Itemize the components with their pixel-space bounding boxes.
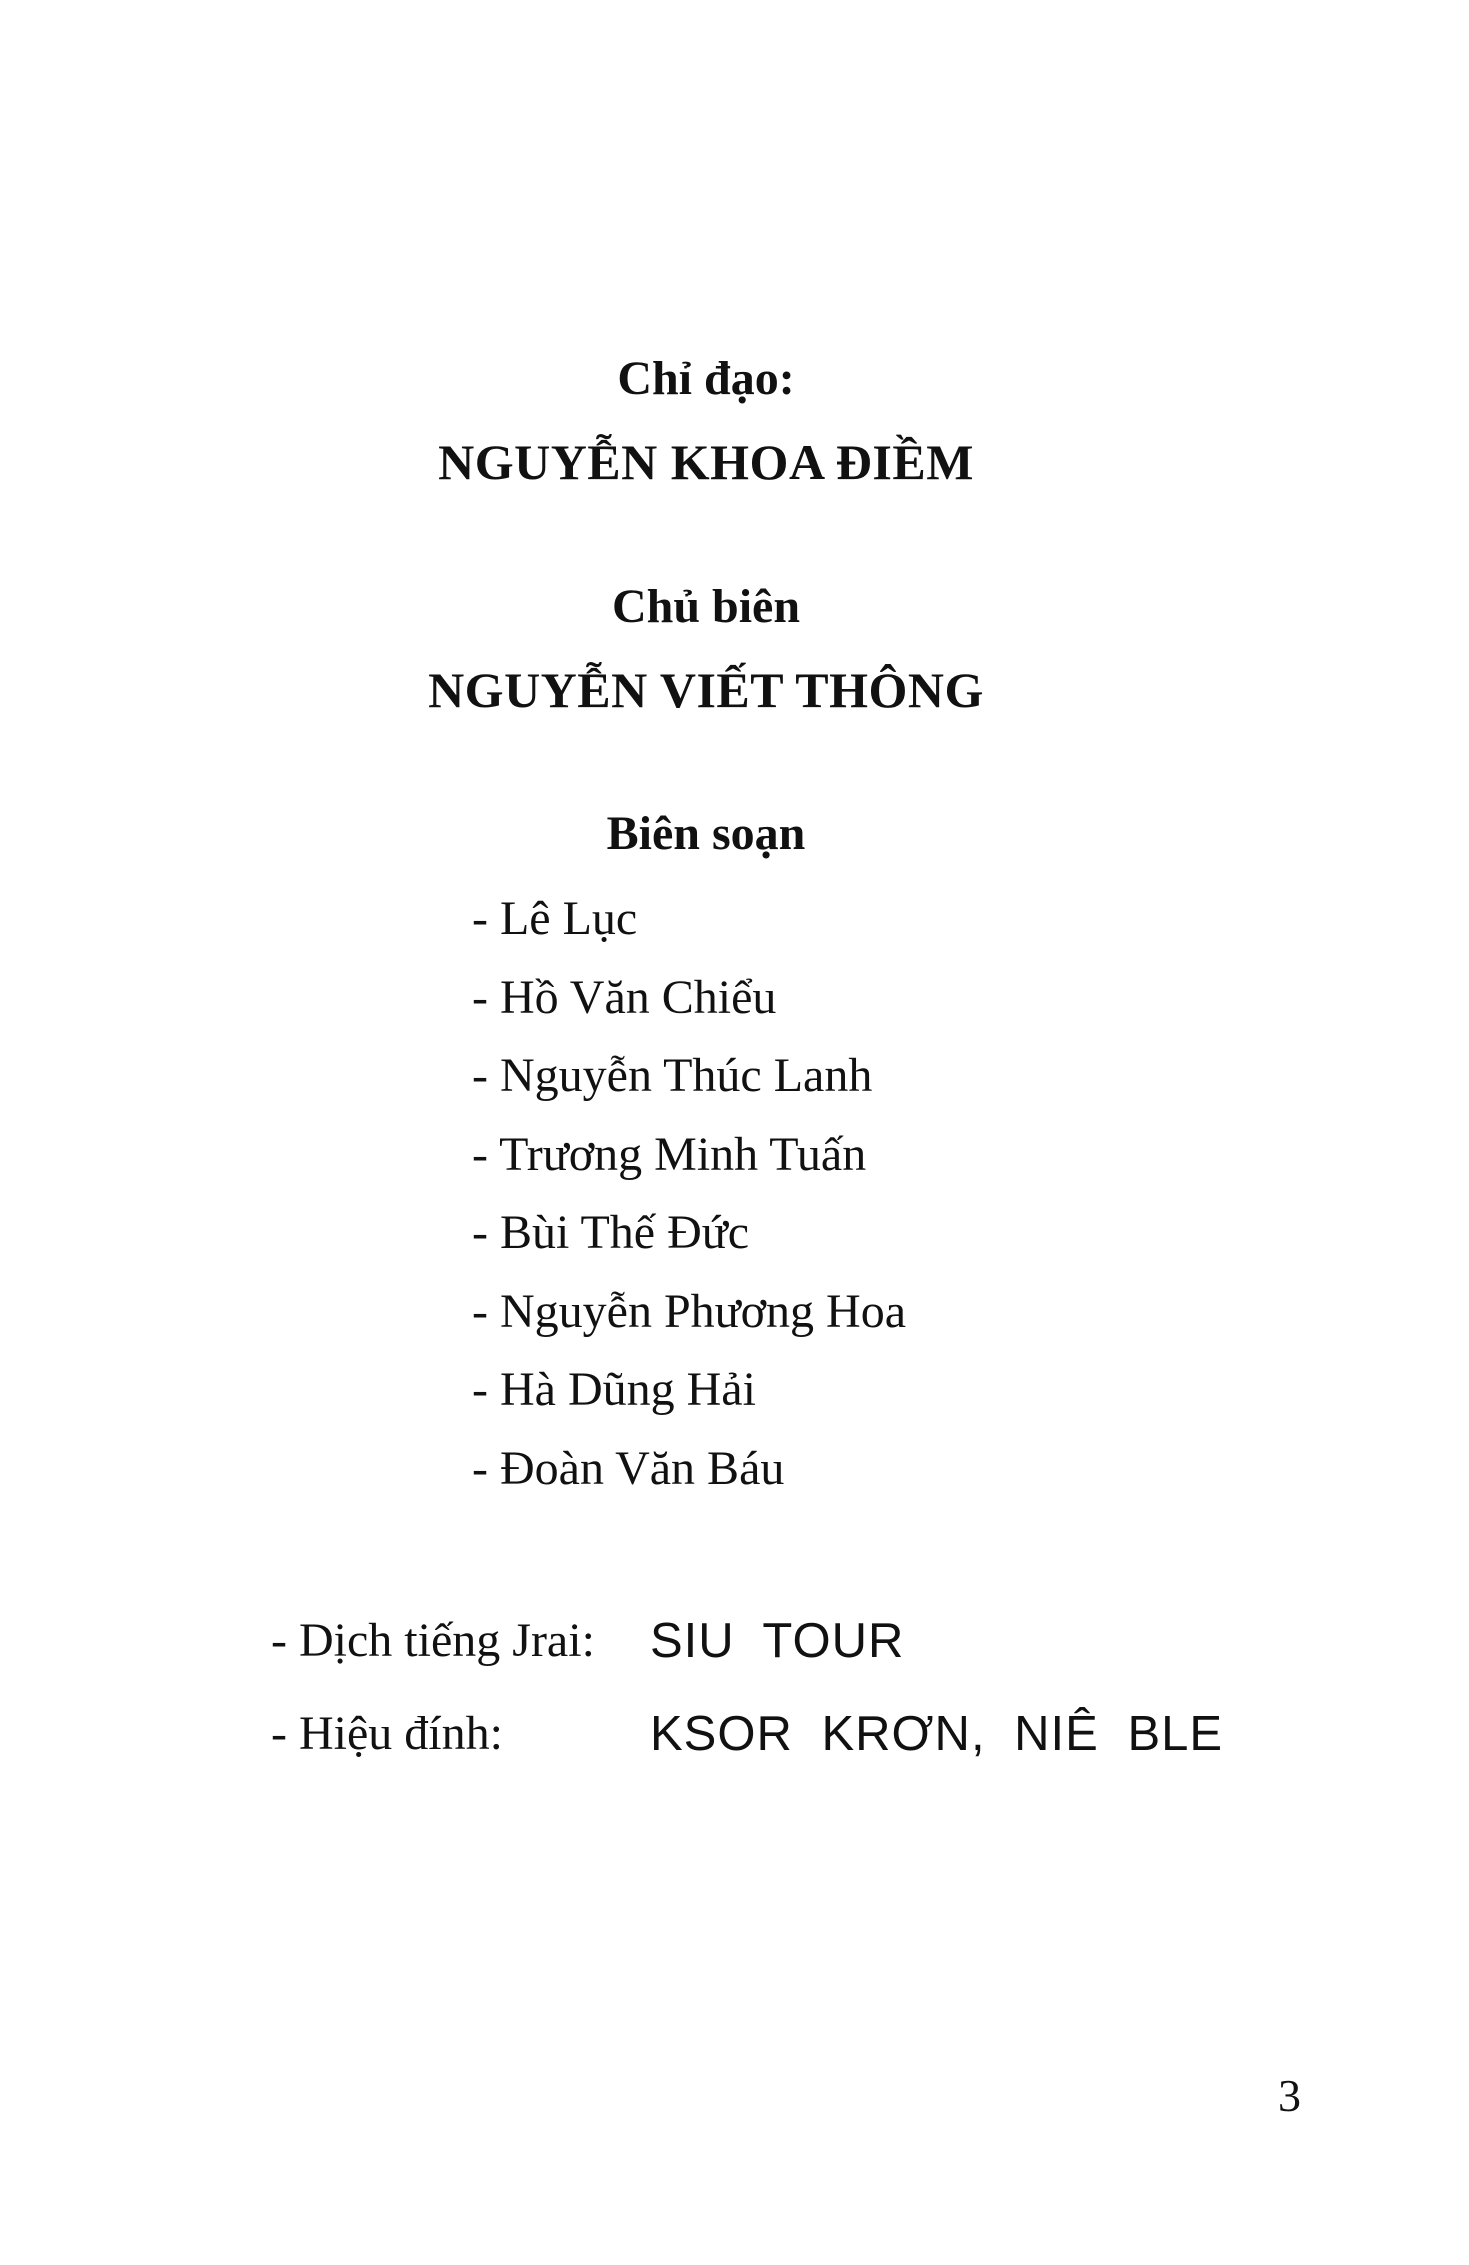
- translation-value: SIU TOUR: [650, 1614, 905, 1668]
- direction-name: NGUYỄN KHOA ĐIỀM: [438, 434, 974, 490]
- proofreading-label: - Hiệu đính:: [271, 1707, 503, 1760]
- compiler-item: - Bùi Thế Đức: [472, 1206, 750, 1259]
- proofreading-credit: [271, 1707, 1224, 1761]
- page-number: 3: [1278, 2070, 1301, 2121]
- compiler-item: - Hồ Văn Chiểu: [472, 970, 777, 1024]
- translation-credit: [271, 1614, 905, 1668]
- compiler-item: - Lê Lục: [472, 892, 638, 945]
- compiler-item: - Đoàn Văn Báu: [472, 1441, 785, 1495]
- editor-in-chief-heading: Chủ biên: [611, 580, 801, 633]
- proofreading-value: KSOR KRƠN, NIÊ BLE: [650, 1707, 1224, 1761]
- editor-in-chief-name: NGUYỄN VIẾT THÔNG: [428, 662, 984, 718]
- compilers-heading: Biên soạn: [606, 807, 806, 860]
- compilers-list: [472, 880, 906, 1508]
- direction-heading: Chỉ đạo:: [617, 352, 795, 405]
- compiler-item: - Hà Dũng Hải: [472, 1363, 756, 1416]
- translation-label: - Dịch tiếng Jrai:: [271, 1614, 595, 1667]
- compiler-item: - Trương Minh Tuấn: [472, 1127, 867, 1181]
- compiler-item: - Nguyễn Phương Hoa: [472, 1284, 907, 1338]
- compiler-item: - Nguyễn Thúc Lanh: [472, 1049, 873, 1102]
